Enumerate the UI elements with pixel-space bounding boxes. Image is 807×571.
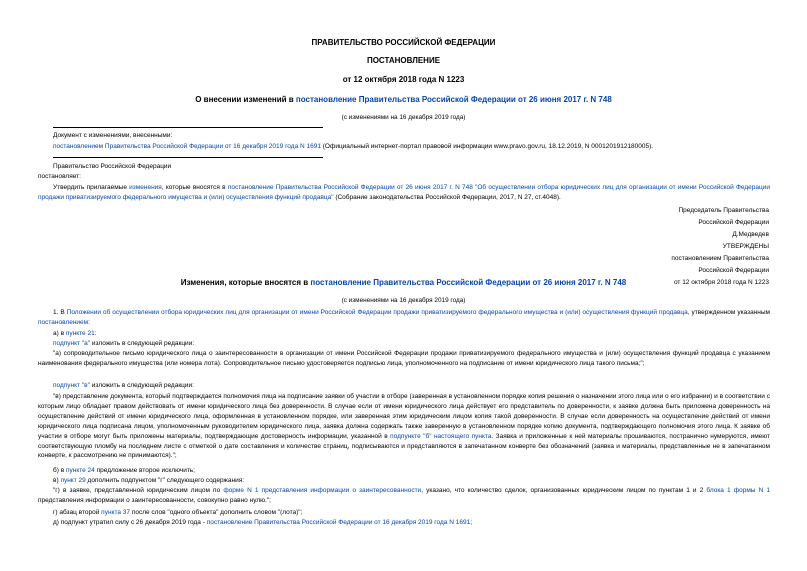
- clause-37-link[interactable]: пункта 37: [101, 509, 131, 516]
- block-1-link[interactable]: блока 1 формы N 1: [706, 487, 771, 494]
- clause-29-link[interactable]: пункт 29: [60, 477, 86, 484]
- signature-line: Д.Медведев: [732, 231, 769, 238]
- org-heading: ПРАВИТЕЛЬСТВО РОССИЙСКОЙ ФЕДЕРАЦИИ: [311, 38, 496, 47]
- approved-line: постановлением Правительства: [671, 255, 769, 262]
- preamble-line-1: Правительство Российской Федерации: [53, 163, 172, 170]
- date-number: от 12 октября 2018 года N 1223: [342, 75, 465, 84]
- resolution-1691-link[interactable]: постановление Правительства Российской Федерации от 16 декабря 2019 года N 1691: [206, 519, 471, 526]
- title-text: О внесении изменений в: [195, 95, 296, 104]
- form-1-link[interactable]: форме N 1 представления информации о заинтересованности: [223, 487, 422, 494]
- item-g: г) абзац второй пункта 37 после слов "одного объекта" дополнить словом "(лота)";: [53, 509, 303, 516]
- clause-24-link[interactable]: пункте 24: [65, 467, 95, 474]
- amendment-link[interactable]: постановлением Правительства Российской Федерации от 16 декабря 2019 года N 1691: [53, 143, 321, 150]
- signature-block: [560, 205, 769, 289]
- regulation-link[interactable]: Положении об осуществлении отбора юридических лиц для организации от имени Российской Федерации продажи приватизируемого федерального имущества и (или) осуществления функций продавца: [66, 309, 688, 316]
- divider: [53, 127, 323, 128]
- subclause-b-link[interactable]: подпункте "б" настоящего пункта: [390, 432, 492, 440]
- item-d: д) подпункт утратил силу с 26 декабря 2019 года - постановление Правительства Российской Федерации от 16 декабря 2019 года N 1691;: [53, 519, 472, 526]
- signature-line: Российской Федерации: [698, 219, 769, 226]
- resolution-748-link[interactable]: постановление Правительства Российской Федерации от 26 июня 2017 г. N 748 "Об осуществлении отбора юридических лиц для организации от имени Российской Федерации продажи приватизируемого федерального имущества и (или) осуществления функций продавца": [38, 184, 770, 201]
- amendments-line: [53, 142, 653, 152]
- divider: [53, 157, 323, 158]
- changes-title-link[interactable]: постановление Правительства Российской Федерации от 26 июня 2017 г. N 748: [310, 278, 627, 287]
- preamble-line-2: постановляет:: [38, 173, 81, 180]
- item-v: в) пункт 29 дополнить подпунктом "г" следующего содержания:: [53, 477, 245, 484]
- document-title: [0, 95, 807, 104]
- title-link[interactable]: постановление Правительства Российской Федерации от 26 июня 2017 г. N 748: [295, 95, 612, 104]
- item-a2: подпункт "в" изложить в следующей редакции:: [53, 382, 194, 389]
- doc-type-heading: ПОСТАНОВЛЕНИЕ: [366, 56, 441, 65]
- approved-line: Российской Федерации: [698, 267, 769, 274]
- preamble-paragraph: Утвердить прилагаемые изменения, которые вносятся в постановление Правительства Российской Федерации от 26 июня 2017 г. N 748 "Об осуществлении отбора юридических лиц для организации от имени Российской Федерации продажи приватизируемого федерального имущества и (или) осуществления функций продавца" (Собрание законодательства Российской Федерации, 2017, N 27, ст.4048).: [38, 184, 770, 201]
- signature-line: Председатель Правительства: [678, 207, 769, 214]
- changes-edition-note: (с изменениями на 16 декабря 2019 года): [341, 297, 466, 304]
- amendment-source: (Официальный интернет-портал правовой информации www.pravo.gov.ru, 18.12.2019, N 0001201912180005).: [320, 143, 654, 150]
- quote-v: "в) представление документа, который подтверждается полномочия лица на подписание заявки об участии в отборе (заверенная в установленном порядке копия решения о назначении этого лица или о его избрании) и в соответствии с которым лицо обладает правом действовать от имени юридического лица без доверенности. В случае если от имени юридического лица действует его представитель по доверенности, к заявке должна быть приложена доверенность на осуществление действий от имени юридического лица, оформленная в установленном порядке, или заверенная этим юридическим лицом копия такой доверенности. В случае если доверенность на осуществление действий от имени юридического лица подписана лицом, уполномоченным руководителем юридического лица, заявка должна содержать также заверенную в установленном порядке копию документа, подтверждающего полномочия этого лица. К заявке об участии в отборе могут быть приложены материалы, подтверждающие достоверность информации, указанной в подпункте "б" настоящего пункта. Заявка и приложенные к ней материалы прошиваются, постранично нумеруются, имеют соответствующую пломбу на последнем листе с отметкой о дате составления и количестве страниц, подписываются и представляются в запечатанном конверте без обозначений (заявка и материалы, представленные не в запечатанном конверте, к рассмотрению не принимаются).";: [38, 393, 770, 460]
- subclause-v-link[interactable]: подпункт "в": [53, 382, 90, 389]
- approved-line: УТВЕРЖДЕНЫ: [722, 243, 769, 250]
- item-a: а) в пункте 21:: [53, 330, 97, 337]
- subclause-a-link[interactable]: подпункт "а": [53, 340, 91, 347]
- quote-a: "а) сопроводительное письмо юридического лица о заинтересованности в организации от имени Российской Федерации продажи приватизируемого федерального имущества и (или) осуществления функций продавца с указанием наименования федерального имущества (или номера лота). Сопроводительное письмо удостоверяется подписью лица, уполномоченного на подписание от имени юридического лица такого письма;";: [38, 350, 770, 367]
- clause-21-link[interactable]: пункте 21: [65, 330, 95, 337]
- resolution-link[interactable]: постановлением: [38, 318, 89, 326]
- quote-g: "г) в заявке, представленной юридическим лицом по форме N 1 представления информации о заинтересованности, указано, что количество сделок, организованных юридическим лицом по пунктам 1 и 2 блока 1 формы N 1 представления информации о заинтересованности, совокупно равно нулю.";: [38, 487, 771, 504]
- item-b: б) в пункте 24 предложение второе исключить;: [53, 467, 196, 474]
- changes-title: Изменения, которые вносятся в постановление Правительства Российской Федерации от 26 июня 2017 г. N 748: [180, 278, 627, 287]
- approved-line: от 12 октября 2018 года N 1223: [673, 279, 769, 286]
- item-a1: подпункт "а" изложить в следующей редакции:: [53, 340, 195, 347]
- paragraph-1: 1. В Положении об осуществлении отбора юридических лиц для организации от имени Российской Федерации продажи приватизируемого федерального имущества и (или) осуществления функций продавца, утвержденном указанным постановлением:: [38, 309, 771, 326]
- edition-note: (с изменениями на 16 декабря 2019 года): [341, 114, 466, 121]
- amendments-heading: Документ с изменениями, внесенными:: [53, 132, 173, 139]
- changes-link[interactable]: изменения: [129, 184, 162, 191]
